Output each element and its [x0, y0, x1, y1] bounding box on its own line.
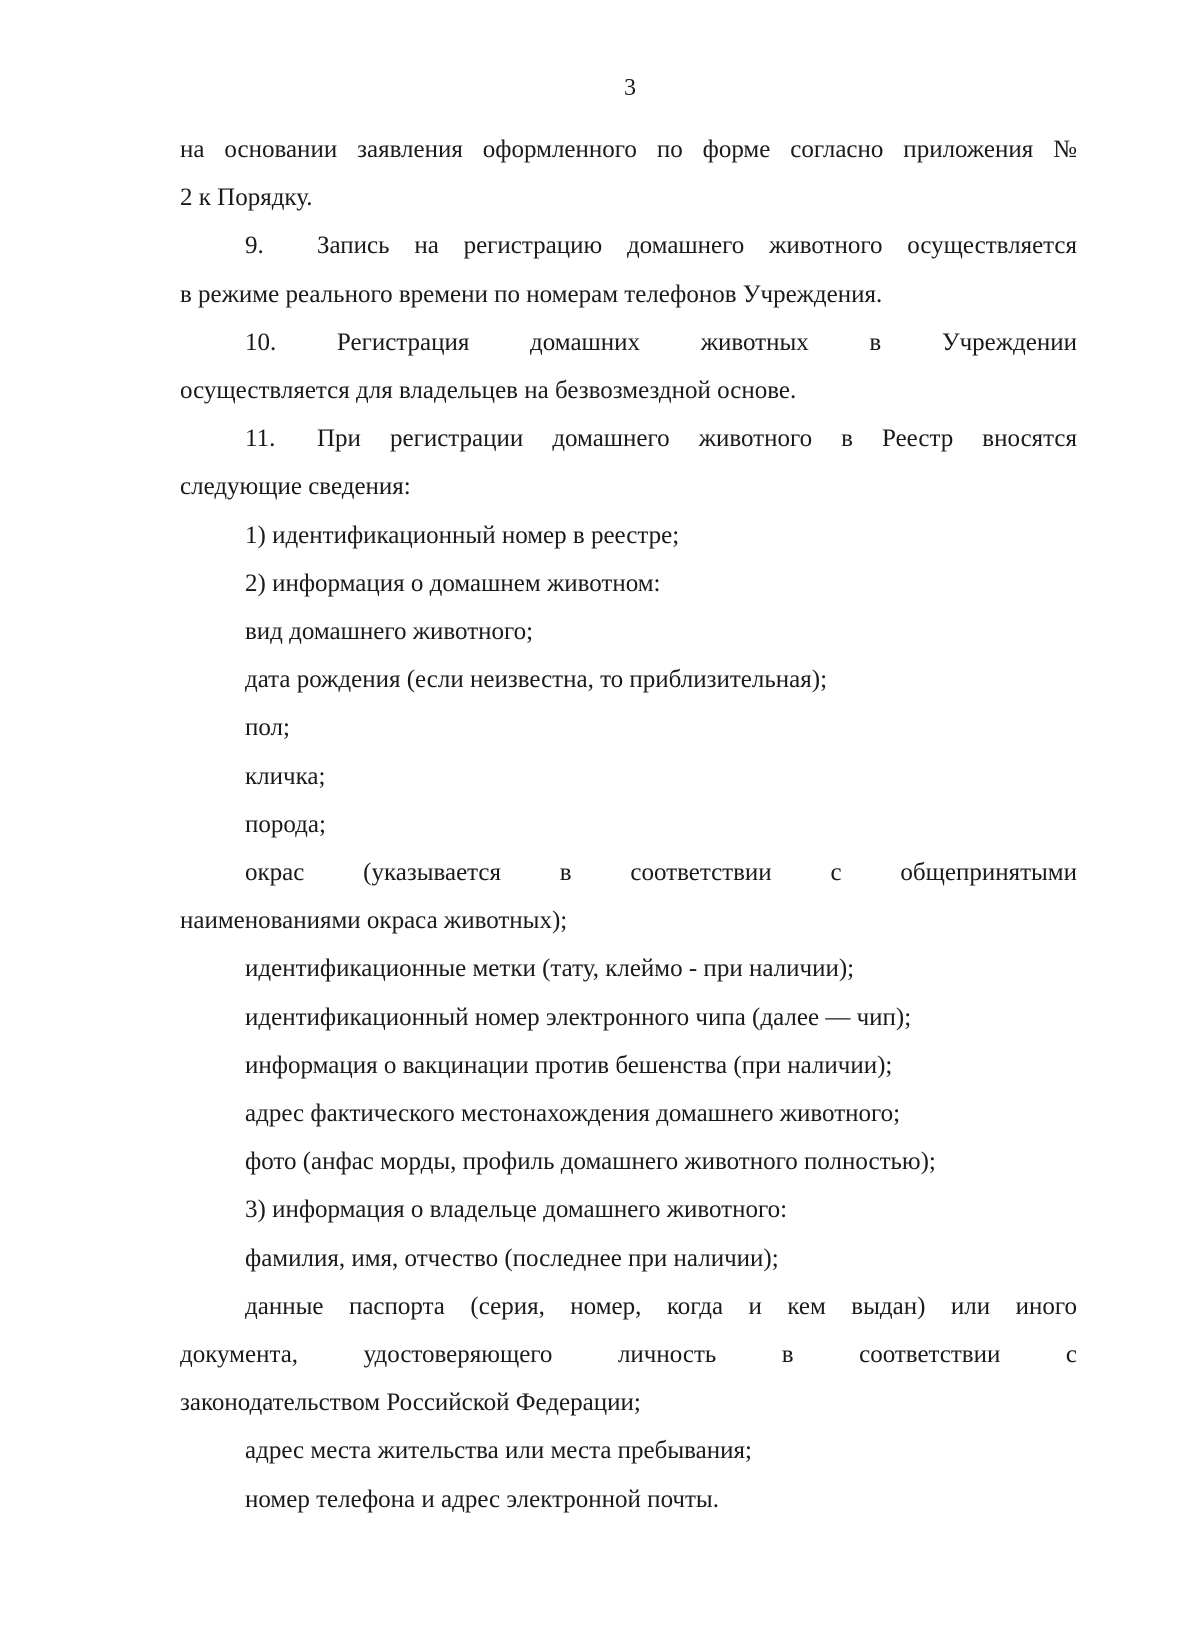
owner-address: адрес места жительства или места пребывания;	[245, 1437, 752, 1465]
paragraph-11-line1: При регистрации домашнего животного в Реестр вносятся	[317, 425, 1077, 453]
animal-vaccination: информация о вакцинации против бешенства (при наличии);	[245, 1051, 893, 1079]
list-item-1: 1) идентификационный номер в реестре;	[245, 521, 680, 549]
animal-address: адрес фактического местонахождения домашнего животного;	[245, 1100, 901, 1128]
paragraph-10-word: Регистрация	[336, 328, 470, 356]
page-number: 3	[624, 75, 636, 101]
paragraph-10-number: 10.	[245, 328, 277, 356]
animal-marks: идентификационные метки (тату, клеймо - при наличии);	[245, 955, 855, 983]
animal-color	[180, 849, 1077, 897]
paragraph-10-word: Учреждении	[941, 328, 1077, 356]
paragraph-9	[180, 222, 1077, 270]
paragraph-10	[180, 319, 1077, 367]
animal-breed: порода;	[245, 810, 326, 838]
owner-passport-line3: законодательством Российской Федерации;	[180, 1389, 641, 1417]
animal-chip: идентификационный номер электронного чипа (далее — чип);	[245, 1003, 912, 1031]
paragraph-8-continuation-line2: 2 к Порядку.	[180, 184, 313, 212]
animal-color-word: (указывается	[363, 859, 501, 887]
animal-color-word: соответствии	[630, 859, 772, 887]
animal-photo: фото (анфас морды, профиль домашнего животного полностью);	[245, 1148, 936, 1176]
paragraph-10-word: домашних	[530, 328, 641, 356]
owner-passport-word: в	[781, 1341, 794, 1369]
animal-color-word: окрас	[245, 859, 305, 887]
list-item-2: 2) информация о домашнем животном:	[245, 569, 661, 597]
animal-name: кличка;	[245, 762, 326, 790]
paragraph-9-line1: Запись на регистрацию домашнего животного осуществляется	[317, 232, 1077, 260]
owner-passport-word: личность	[617, 1341, 717, 1369]
owner-passport-word: документа,	[180, 1341, 299, 1369]
owner-passport-word: удостоверяющего	[363, 1341, 553, 1369]
animal-color-line2: наименованиями окраса животных);	[180, 907, 568, 935]
paragraph-10-word: в	[869, 328, 882, 356]
owner-contacts: номер телефона и адрес электронной почты.	[245, 1485, 719, 1513]
animal-color-word: в	[559, 859, 572, 887]
document-body	[180, 126, 1077, 1524]
owner-full-name: фамилия, имя, отчество (последнее при наличии);	[245, 1244, 779, 1272]
owner-passport-line1: данные паспорта (серия, номер, когда и кем выдан) или иного	[245, 1292, 1077, 1320]
list-item-3: 3) информация о владельце домашнего животного:	[245, 1196, 788, 1224]
paragraph-10-line2: осуществляется для владельцев на безвозмездной основе.	[180, 377, 797, 405]
animal-color-word: с	[830, 859, 842, 887]
owner-passport-line2	[180, 1331, 1077, 1379]
owner-passport-word: соответствии	[859, 1341, 1001, 1369]
animal-color-word: общепринятыми	[900, 859, 1077, 887]
owner-passport-word: с	[1065, 1341, 1077, 1369]
animal-birth-date: дата рождения (если неизвестна, то приблизительная);	[245, 666, 828, 694]
animal-species: вид домашнего животного;	[245, 618, 534, 646]
paragraph-11-number: 11.	[245, 425, 276, 453]
animal-sex: пол;	[245, 714, 290, 742]
paragraph-10-word: животных	[700, 328, 809, 356]
paragraph-11-line2: следующие сведения:	[180, 473, 411, 501]
paragraph-9-line2: в режиме реального времени по номерам телефонов Учреждения.	[180, 280, 883, 308]
paragraph-11	[180, 415, 1077, 463]
paragraph-9-number: 9.	[245, 232, 264, 260]
paragraph-8-continuation-line1: на основании заявления оформленного по форме согласно приложения №	[180, 136, 1077, 163]
